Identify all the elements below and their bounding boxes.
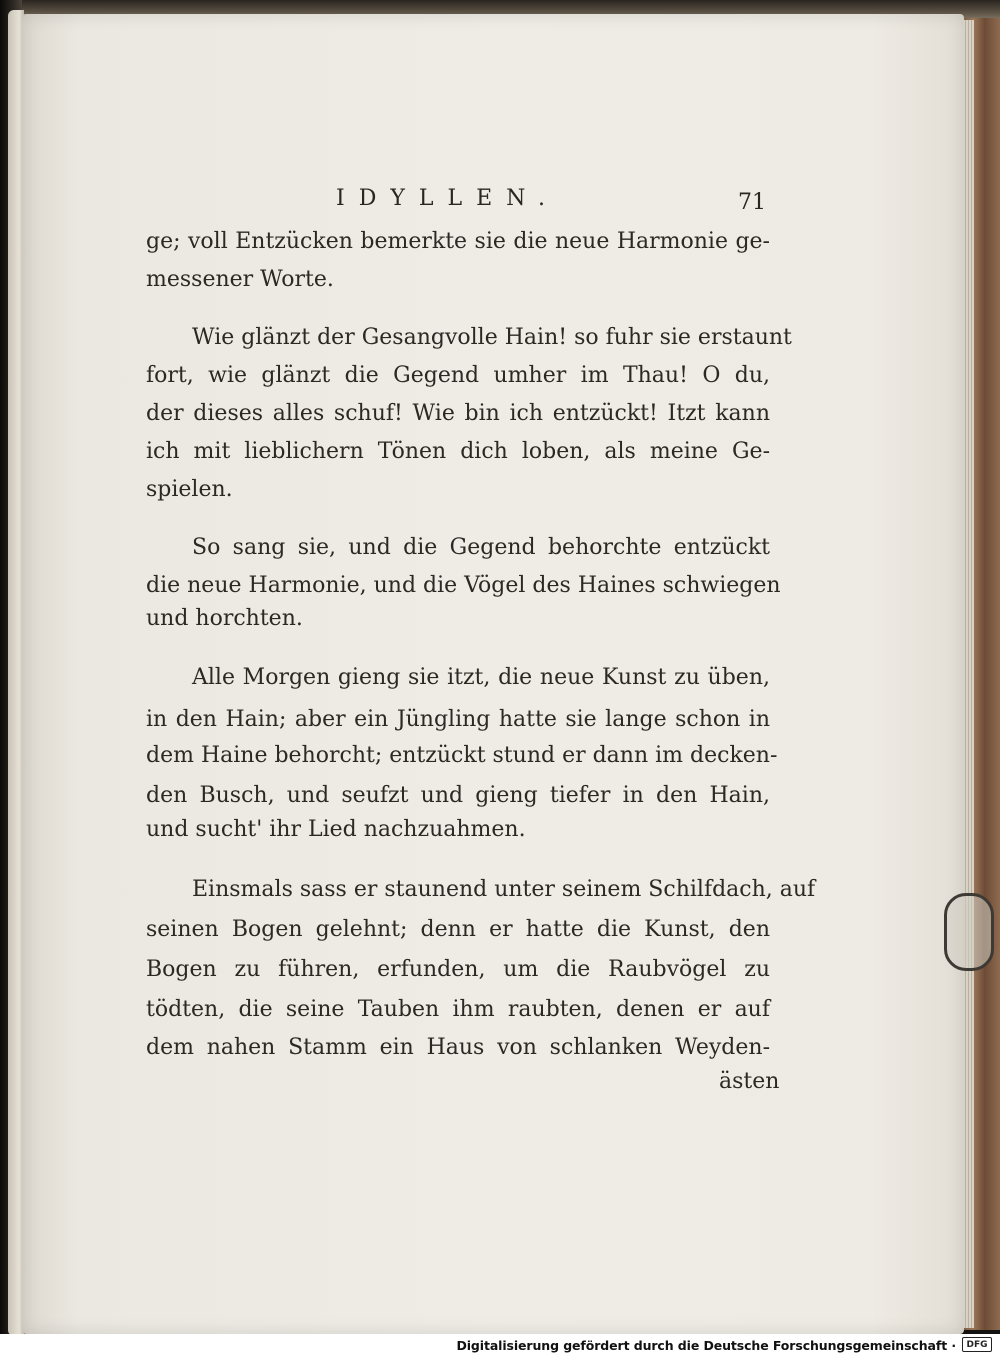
dfg-logo: DFG <box>962 1337 992 1352</box>
text-line: den Busch, und seufzt und gieng tiefer in den Hain, <box>146 783 770 808</box>
text-line: spielen. <box>146 477 233 502</box>
text-line: So sang sie, und die Gegend behorchte entzückt <box>192 535 770 560</box>
text-line: der dieses alles schuf! Wie bin ich entzückt! Itzt kann <box>146 401 770 426</box>
page-number: 71 <box>738 190 766 215</box>
page-clip <box>944 893 994 971</box>
text-line: tödten, die seine Tauben ihm raubten, denen er auf <box>146 997 770 1022</box>
catchword: ästen <box>719 1069 780 1094</box>
text-line: dem nahen Stamm ein Haus von schlanken Weyden- <box>146 1035 770 1060</box>
text-line: Bogen zu führen, erfunden, um die Raubvögel zu <box>146 957 770 982</box>
text-line: messener Worte. <box>146 267 334 292</box>
text-line: und horchten. <box>146 606 303 631</box>
text-line: die neue Harmonie, und die Vögel des Haines schwiegen <box>146 573 781 598</box>
text-line: seinen Bogen gelehnt; denn er hatte die Kunst, den <box>146 917 770 942</box>
text-line: ge; voll Entzücken bemerkte sie die neue Harmonie ge- <box>146 229 770 254</box>
text-line: Wie glänzt der Gesangvolle Hain! so fuhr sie erstaunt <box>192 325 792 350</box>
text-line: und sucht' ihr Lied nachzuahmen. <box>146 817 526 842</box>
text-line: dem Haine behorcht; entzückt stund er dann im decken- <box>146 743 778 768</box>
funding-credit: Digitalisierung gefördert durch die Deutsche Forschungsgemeinschaft · <box>456 1338 956 1353</box>
text-line: ich mit lieblichern Tönen dich loben, als meine Ge- <box>146 439 770 464</box>
running-head: IDYLLEN. <box>336 186 559 211</box>
text-line: Alle Morgen gieng sie itzt, die neue Kunst zu üben, <box>192 665 770 690</box>
text-line: in den Hain; aber ein Jüngling hatte sie lange schon in <box>146 707 770 732</box>
text-line: Einsmals sass er staunend unter seinem Schilfdach, auf <box>192 877 816 902</box>
text-line: fort, wie glänzt die Gegend umher im Thau! O du, <box>146 363 770 388</box>
